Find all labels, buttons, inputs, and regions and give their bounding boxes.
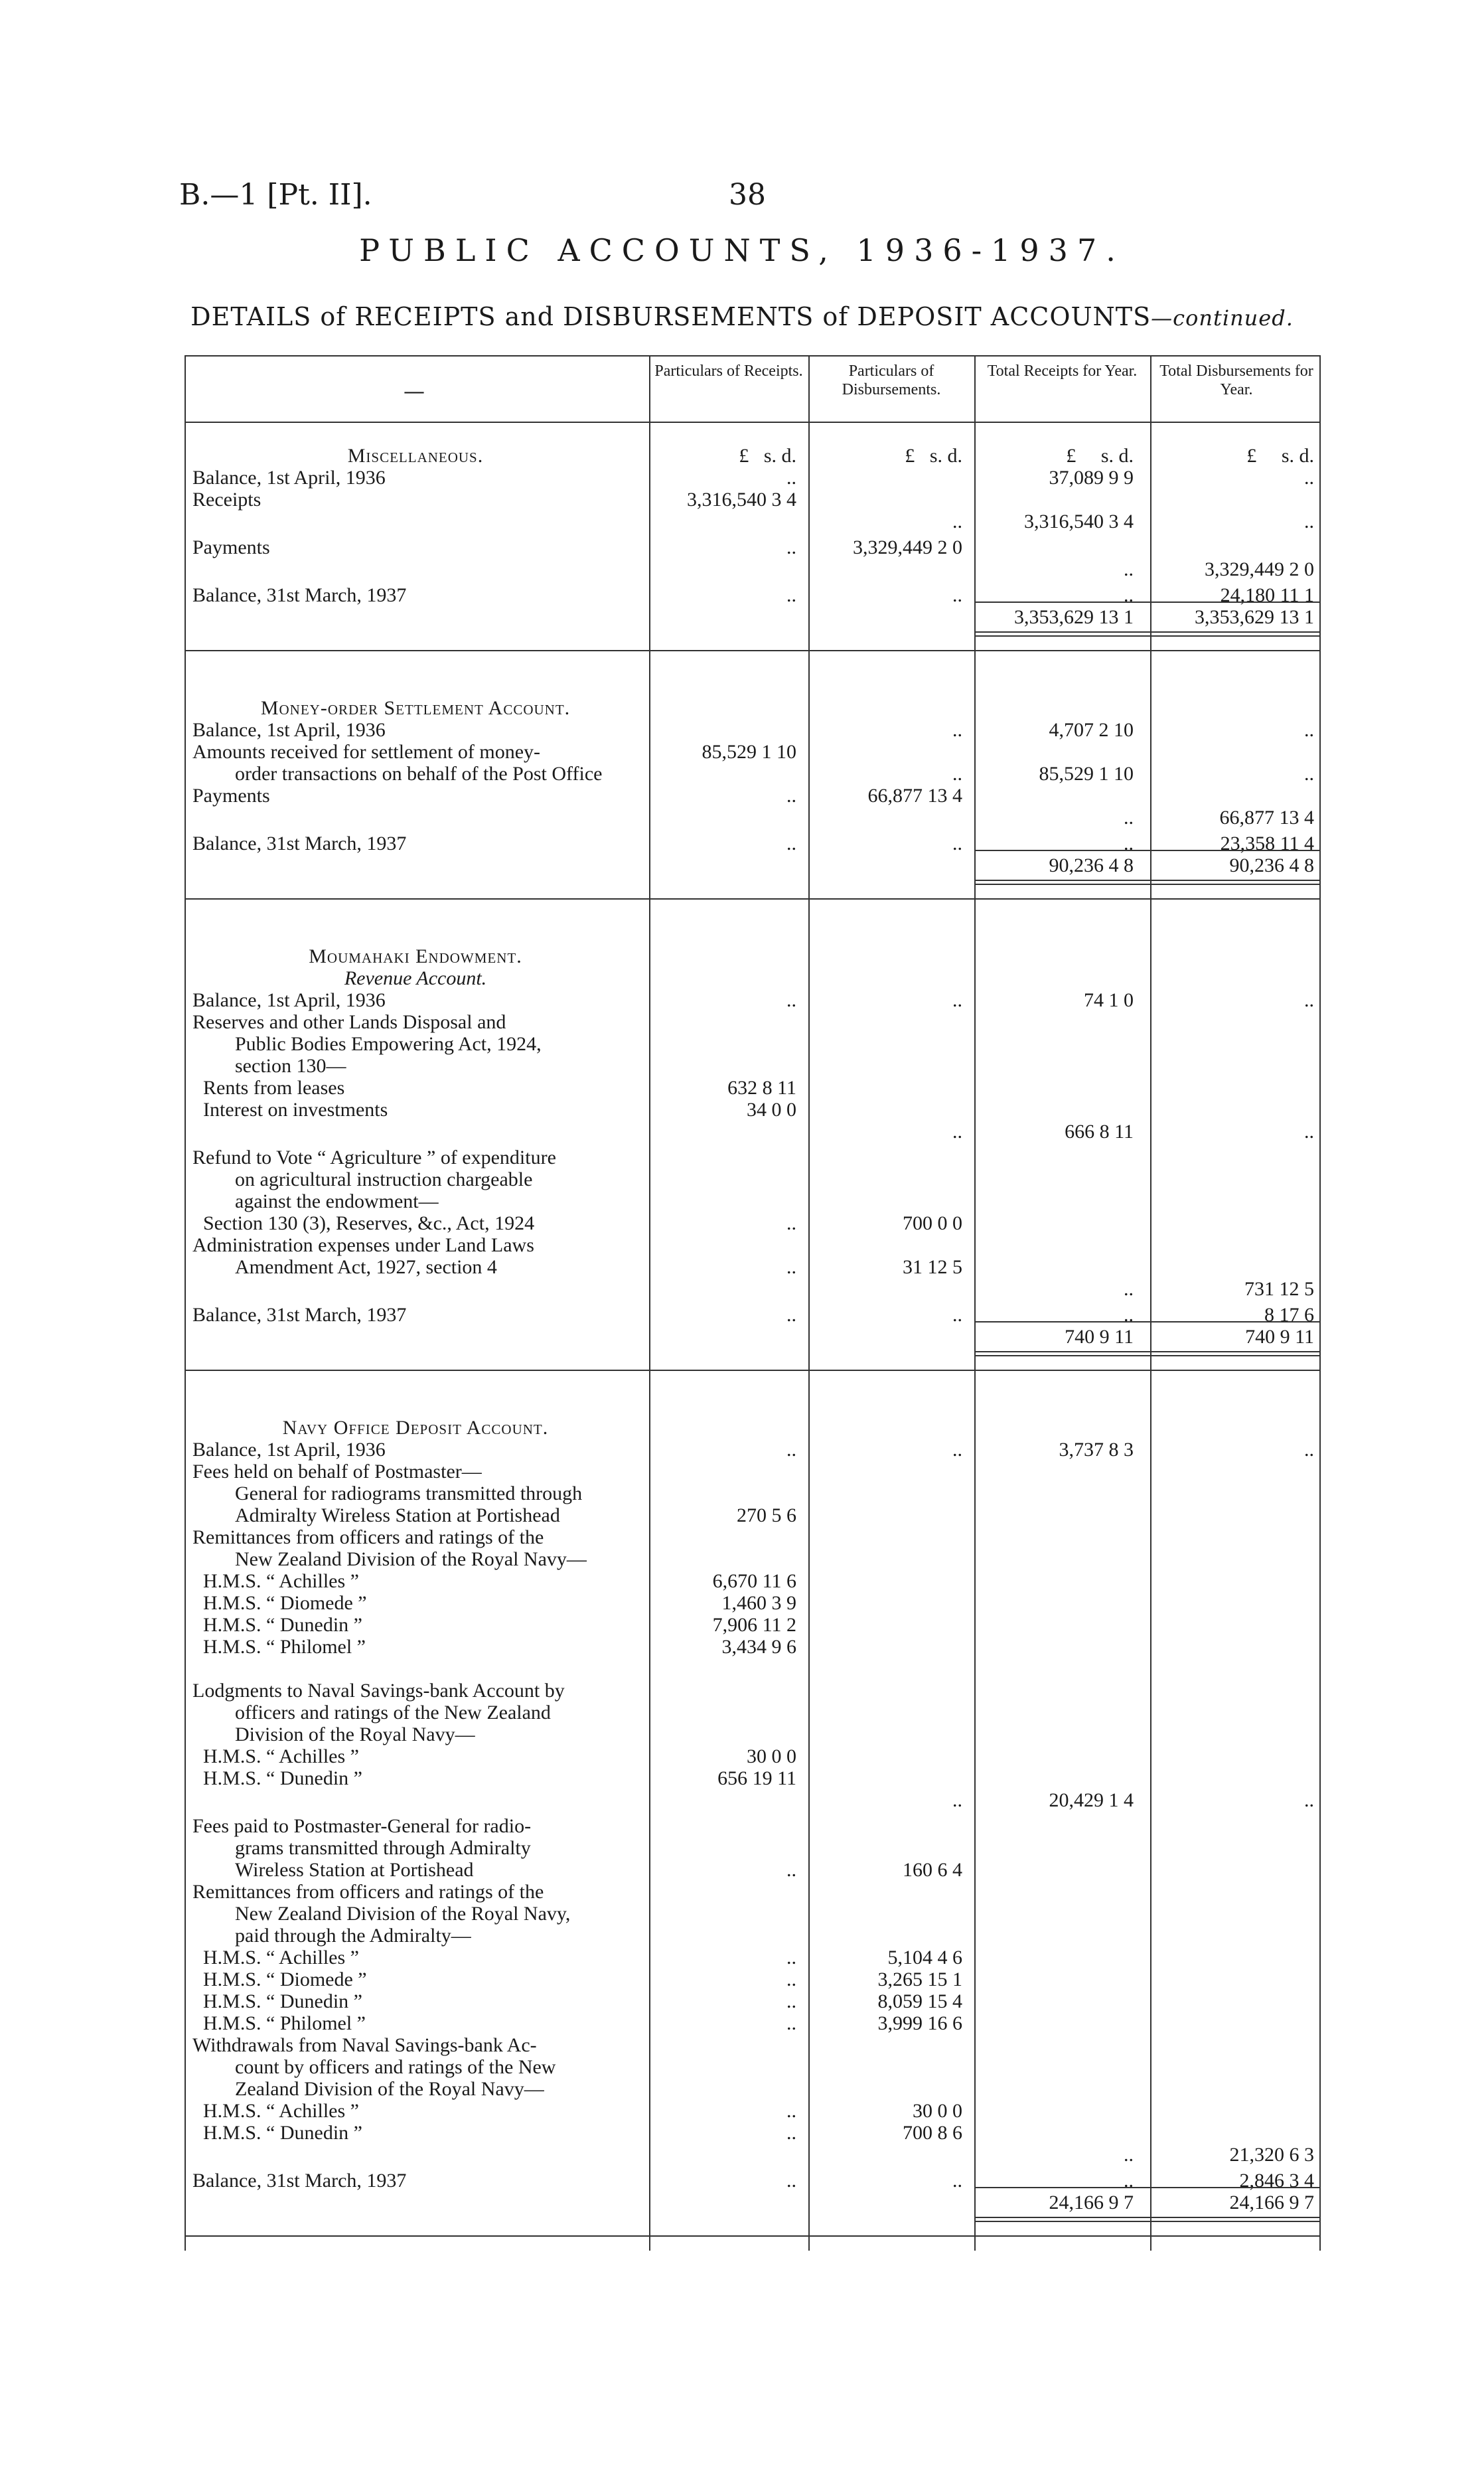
table-row <box>185 1034 1319 1055</box>
amount-cell: .. <box>786 785 796 807</box>
amount-cell: .. <box>786 1859 796 1881</box>
subtotal-rule <box>185 650 1319 651</box>
amount-cell: 24,180 11 1 <box>1220 584 1314 606</box>
row-label: H.M.S. “ Achilles ” <box>203 1947 359 1968</box>
amount-cell: 3,434 9 6 <box>721 1636 796 1658</box>
row-label: count by officers and ratings of the New <box>235 2057 556 2078</box>
row-label: Reserves and other Lands Disposal and <box>192 1012 506 1033</box>
table-row <box>185 1702 1319 1723</box>
row-label: officers and ratings of the New Zealand <box>235 1702 551 1723</box>
table-row <box>185 1860 1319 1881</box>
header-bottom-rule <box>185 422 1319 423</box>
page-number: 38 <box>729 178 766 212</box>
row-label: Balance, 1st April, 1936 <box>192 990 386 1011</box>
section-heading: Money-order Settlement Account. <box>260 698 571 719</box>
table-row <box>185 1147 1319 1168</box>
amount-cell: 740 9 11 <box>1065 1326 1134 1348</box>
table-row <box>185 2101 1319 2122</box>
table-row <box>185 1637 1319 1658</box>
receipts-column-head: Particulars of Receipts. <box>654 362 803 380</box>
table-row <box>185 489 1319 511</box>
total-disbursements-column-head: Total Disbursements for Year. <box>1159 362 1313 398</box>
amount-cell: 3,999 16 6 <box>877 2012 962 2034</box>
amount-cell: 31 12 5 <box>903 1256 962 1278</box>
page-title: PUBLIC ACCOUNTS, 1936-1937. <box>359 232 1125 268</box>
section-heading: Moumahaki Endowment. <box>309 946 522 967</box>
row-label: H.M.S. “ Philomel ” <box>203 2013 366 2034</box>
row-label: New Zealand Division of the Royal Navy, <box>235 1903 571 1925</box>
amount-cell: 34 0 0 <box>747 1099 796 1121</box>
table-row <box>185 537 1319 558</box>
table-row <box>185 1768 1319 1789</box>
amount-cell: .. <box>786 1968 796 1990</box>
amount-cell: .. <box>952 584 962 606</box>
section-subheading-row <box>185 968 1319 989</box>
table-row <box>185 1012 1319 1033</box>
shilling-unit: s. <box>1100 445 1114 467</box>
section-heading-row <box>185 946 1319 967</box>
table-row <box>185 1969 1319 1990</box>
section-subheading: Revenue Account. <box>344 968 487 989</box>
table-row <box>185 1527 1319 1548</box>
subtotal-rule <box>976 601 1319 603</box>
row-label: Division of the Royal Navy— <box>235 1724 475 1745</box>
table-row <box>185 1925 1319 1947</box>
amount-cell: .. <box>952 1304 962 1326</box>
table-row <box>185 1903 1319 1925</box>
amount-cell: .. <box>952 1439 962 1461</box>
table-row <box>185 2144 1319 2166</box>
table-row <box>185 1615 1319 1636</box>
table-row <box>185 1326 1319 1348</box>
table-row <box>185 1056 1319 1077</box>
amount-cell: 666 8 11 <box>1065 1121 1134 1143</box>
table-row <box>185 1816 1319 1837</box>
row-label: Remittances from officers and ratings of the <box>192 1882 544 1903</box>
subtitle-suffix: —continued. <box>1151 305 1294 331</box>
row-label: H.M.S. “ Dunedin ” <box>203 2123 362 2144</box>
row-label: Balance, 1st April, 1936 <box>192 720 386 741</box>
amount-cell: 85,529 1 10 <box>702 741 796 763</box>
table-row <box>185 720 1319 741</box>
table-row <box>185 1257 1319 1278</box>
row-label: New Zealand Division of the Royal Navy— <box>235 1549 587 1570</box>
table-row <box>185 1658 1319 1680</box>
amount-cell: 7,906 11 2 <box>712 1614 796 1636</box>
table-row <box>185 1505 1319 1526</box>
row-label: H.M.S. “ Diomede ” <box>203 1969 367 1990</box>
amount-cell: 20,429 1 4 <box>1049 1789 1134 1811</box>
row-label: H.M.S. “ Philomel ” <box>203 1637 366 1658</box>
row-label: Refund to Vote “ Agriculture ” of expenditure <box>192 1147 556 1168</box>
amount-cell: .. <box>786 1990 796 2012</box>
amount-cell: .. <box>1304 467 1314 489</box>
row-label: Fees held on behalf of Postmaster— <box>192 1461 482 1483</box>
row-label: Rents from leases <box>203 1078 345 1099</box>
table-rule <box>1319 355 1321 2251</box>
amount-cell: 160 6 4 <box>903 1859 962 1881</box>
amount-cell: 270 5 6 <box>737 1504 796 1526</box>
amount-cell: .. <box>1124 1304 1134 1326</box>
amount-cell: 3,329,449 2 0 <box>853 536 962 558</box>
table-row <box>185 1790 1319 1811</box>
row-label: Balance, 1st April, 1936 <box>192 1439 386 1461</box>
amount-cell: .. <box>952 1121 962 1143</box>
table-row <box>185 559 1319 580</box>
table-row <box>185 2170 1319 2192</box>
table-row <box>185 763 1319 785</box>
table-row <box>185 1724 1319 1745</box>
amount-cell: .. <box>1304 1439 1314 1461</box>
row-label: Interest on investments <box>203 1099 388 1121</box>
subtotal-rule <box>185 1370 1319 1371</box>
amount-cell: 3,265 15 1 <box>877 1968 962 1990</box>
document-reference: B.—1 [Pt. II]. <box>179 178 372 212</box>
amount-cell: .. <box>1124 558 1134 580</box>
amount-cell: 1,460 3 9 <box>721 1592 796 1614</box>
amount-cell: 90,236 4 8 <box>1049 854 1134 876</box>
table-top-rule <box>185 355 1319 357</box>
row-label: Withdrawals from Naval Savings-bank Ac- <box>192 2035 537 2056</box>
amount-cell: .. <box>1304 511 1314 532</box>
amount-cell: .. <box>786 467 796 489</box>
row-label: Amounts received for settlement of money- <box>192 742 541 763</box>
table-row <box>185 833 1319 854</box>
table-row <box>185 1882 1319 1903</box>
pound-unit: £ <box>1246 445 1257 467</box>
section-heading: Miscellaneous. <box>347 445 484 467</box>
row-label: Admiralty Wireless Station at Portishead <box>235 1505 560 1526</box>
amount-cell: 21,320 6 3 <box>1229 2144 1314 2166</box>
pound-unit: £ <box>1066 445 1076 467</box>
amount-cell: 700 8 6 <box>903 2122 962 2144</box>
row-label: paid through the Admiralty— <box>235 1925 471 1947</box>
table-row <box>185 807 1319 829</box>
table-row <box>185 1191 1319 1212</box>
amount-cell: 90,236 4 8 <box>1229 854 1314 876</box>
amount-cell: 3,329,449 2 0 <box>1205 558 1314 580</box>
table-row <box>185 1838 1319 1859</box>
table-row <box>185 585 1319 606</box>
amount-cell: .. <box>786 2012 796 2034</box>
table-row <box>185 1680 1319 1702</box>
amount-cell: 656 19 11 <box>717 1767 796 1789</box>
table-row <box>185 1991 1319 2012</box>
amount-cell: .. <box>786 2122 796 2144</box>
amount-cell: 30 0 0 <box>913 2100 962 2122</box>
amount-cell: .. <box>1304 989 1314 1011</box>
row-label: section 130— <box>235 1056 346 1077</box>
section-heading: Navy Office Deposit Account. <box>282 1417 549 1439</box>
amount-cell: 740 9 11 <box>1245 1326 1314 1348</box>
subtotal-rule <box>976 1321 1319 1323</box>
amount-cell: 2,846 3 4 <box>1239 2170 1314 2192</box>
shilling-unit: s. <box>763 445 777 467</box>
row-label: Remittances from officers and ratings of the <box>192 1527 544 1548</box>
amount-cell: .. <box>786 1947 796 1968</box>
row-label: H.M.S. “ Achilles ” <box>203 2101 359 2122</box>
amount-cell: 66,877 13 4 <box>867 785 962 807</box>
amount-cell: .. <box>952 763 962 785</box>
subtotal-rule <box>976 850 1319 851</box>
amount-cell: 66,877 13 4 <box>1219 807 1314 829</box>
table-row <box>185 1235 1319 1256</box>
disbursements-column-head: Particulars of Disbursements. <box>842 362 941 398</box>
table-row <box>185 785 1319 807</box>
page-subtitle <box>0 302 1484 331</box>
subtotal-rule <box>185 2235 1319 2237</box>
amount-cell: .. <box>952 511 962 532</box>
table-row <box>185 1121 1319 1143</box>
section-heading-row <box>185 1417 1319 1439</box>
amount-cell: 4,707 2 10 <box>1049 719 1134 741</box>
row-label: Balance, 1st April, 1936 <box>192 467 386 489</box>
table-row <box>185 467 1319 489</box>
row-label: Fees paid to Postmaster-General for radio- <box>192 1816 532 1837</box>
amount-cell: .. <box>1124 833 1134 854</box>
amount-cell: .. <box>786 2100 796 2122</box>
table-row <box>185 2057 1319 2078</box>
amount-cell: 24,166 9 7 <box>1229 2192 1314 2213</box>
row-label: H.M.S. “ Diomede ” <box>203 1593 367 1614</box>
table-row <box>185 2123 1319 2144</box>
table-row <box>185 855 1319 876</box>
table-row <box>185 1213 1319 1234</box>
table-row <box>185 1279 1319 1300</box>
row-label: Balance, 31st March, 1937 <box>192 833 407 854</box>
table-row <box>185 1305 1319 1326</box>
shilling-unit: s. <box>929 445 942 467</box>
amount-cell: 3,316,540 3 4 <box>1024 511 1134 532</box>
table-row <box>185 742 1319 763</box>
amount-cell: .. <box>1124 807 1134 829</box>
total-rule <box>976 631 1319 637</box>
amount-cell: 8,059 15 4 <box>877 1990 962 2012</box>
row-label: Public Bodies Empowering Act, 1924, <box>235 1034 542 1055</box>
table-row <box>185 1439 1319 1461</box>
table-row <box>185 2192 1319 2213</box>
table-row <box>185 1099 1319 1121</box>
amount-cell: .. <box>786 1304 796 1326</box>
amount-cell: 6,670 11 6 <box>712 1570 796 1592</box>
row-label: H.M.S. “ Achilles ” <box>203 1746 359 1767</box>
amount-cell: .. <box>1304 1121 1314 1143</box>
amount-cell: .. <box>786 1212 796 1234</box>
row-label: Balance, 31st March, 1937 <box>192 2170 407 2192</box>
amount-cell: .. <box>952 989 962 1011</box>
amount-cell: 5,104 4 6 <box>887 1947 962 1968</box>
amount-cell: .. <box>1124 2144 1134 2166</box>
amount-cell: 85,529 1 10 <box>1039 763 1134 785</box>
amount-cell: 3,316,540 3 4 <box>687 489 796 511</box>
table-row <box>185 1169 1319 1190</box>
row-label: Balance, 31st March, 1937 <box>192 1305 407 1326</box>
amount-cell: 3,353,629 13 1 <box>1195 606 1314 628</box>
pence-unit: d. <box>1299 445 1314 467</box>
shilling-unit: s. <box>1281 445 1294 467</box>
total-rule <box>976 1351 1319 1356</box>
row-label: Receipts <box>192 489 261 511</box>
amount-cell: .. <box>786 584 796 606</box>
amount-cell: .. <box>786 2170 796 2192</box>
row-label: Balance, 31st March, 1937 <box>192 585 407 606</box>
pound-unit: £ <box>739 445 749 467</box>
amount-cell: .. <box>952 2170 962 2192</box>
table-row <box>185 1078 1319 1099</box>
amount-cell: .. <box>952 1789 962 1811</box>
amount-cell: .. <box>1124 1278 1134 1300</box>
amount-cell: 30 0 0 <box>747 1745 796 1767</box>
table-row <box>185 1571 1319 1592</box>
amount-cell: 74 1 0 <box>1084 989 1134 1011</box>
row-label: Payments <box>192 537 270 558</box>
row-label: Zealand Division of the Royal Navy— <box>235 2079 544 2100</box>
total-receipts-column-head: Total Receipts for Year. <box>987 362 1138 380</box>
subtitle-text: DETAILS of RECEIPTS and DISBURSEMENTS of DEPOSIT ACCOUNTS <box>190 302 1151 331</box>
pound-unit: £ <box>905 445 915 467</box>
amount-cell: 3,353,629 13 1 <box>1014 606 1134 628</box>
amount-cell: .. <box>1304 719 1314 741</box>
row-label: H.M.S. “ Achilles ” <box>203 1571 359 1592</box>
amount-cell: .. <box>786 1256 796 1278</box>
row-label: H.M.S. “ Dunedin ” <box>203 1615 362 1636</box>
row-label: General for radiograms transmitted through <box>235 1483 583 1504</box>
amount-cell: .. <box>1304 1789 1314 1811</box>
description-column-head: — <box>404 378 425 404</box>
pence-unit: d. <box>947 445 962 467</box>
table-row <box>185 1483 1319 1504</box>
row-label: Wireless Station at Portishead <box>235 1860 474 1881</box>
row-label: Section 130 (3), Reserves, &c., Act, 1924 <box>203 1213 535 1234</box>
amount-cell: .. <box>1124 584 1134 606</box>
row-label: against the endowment— <box>235 1191 439 1212</box>
amount-cell: 37,089 9 9 <box>1049 467 1134 489</box>
row-label: H.M.S. “ Dunedin ” <box>203 1768 362 1789</box>
table-row <box>185 2035 1319 2056</box>
table-row <box>185 1461 1319 1483</box>
amount-cell: 3,737 8 3 <box>1059 1439 1134 1461</box>
amount-cell: 24,166 9 7 <box>1049 2192 1134 2213</box>
section-heading-row <box>185 698 1319 719</box>
total-rule <box>976 880 1319 885</box>
total-rule <box>976 2217 1319 2222</box>
table-row <box>185 607 1319 628</box>
table-row <box>185 1746 1319 1767</box>
table-row <box>185 2013 1319 2034</box>
amount-cell: .. <box>1304 763 1314 785</box>
amount-cell: .. <box>952 833 962 854</box>
row-label: Amendment Act, 1927, section 4 <box>235 1257 497 1278</box>
table-row <box>185 1593 1319 1614</box>
amount-cell: 23,358 11 4 <box>1220 833 1314 854</box>
table-row <box>185 1549 1319 1570</box>
amount-cell: .. <box>786 989 796 1011</box>
table-row <box>185 1947 1319 1968</box>
table-row <box>185 2079 1319 2100</box>
table-row <box>185 990 1319 1011</box>
pence-unit: d. <box>781 445 796 467</box>
amount-cell: 8 17 6 <box>1264 1304 1314 1326</box>
subtotal-rule <box>185 898 1319 900</box>
amount-cell: .. <box>786 833 796 854</box>
row-label: Lodgments to Naval Savings-bank Account by <box>192 1680 565 1702</box>
amount-cell: .. <box>952 719 962 741</box>
pence-unit: d. <box>1118 445 1134 467</box>
table-row <box>185 511 1319 532</box>
row-label: order transactions on behalf of the Post Office <box>235 763 603 785</box>
row-label: grams transmitted through Admiralty <box>235 1838 531 1859</box>
amount-cell: .. <box>786 1439 796 1461</box>
row-label: on agricultural instruction chargeable <box>235 1169 533 1190</box>
row-label: Payments <box>192 785 270 807</box>
amount-cell: 700 0 0 <box>903 1212 962 1234</box>
row-label: Administration expenses under Land Laws <box>192 1235 534 1256</box>
amount-cell: .. <box>786 536 796 558</box>
amount-cell: 731 12 5 <box>1244 1278 1314 1300</box>
amount-cell: .. <box>1124 2170 1134 2192</box>
accounts-table <box>185 355 1319 2251</box>
amount-cell: 632 8 11 <box>727 1077 796 1099</box>
row-label: H.M.S. “ Dunedin ” <box>203 1991 362 2012</box>
section-heading-row <box>185 445 1319 467</box>
subtotal-rule <box>976 2187 1319 2188</box>
